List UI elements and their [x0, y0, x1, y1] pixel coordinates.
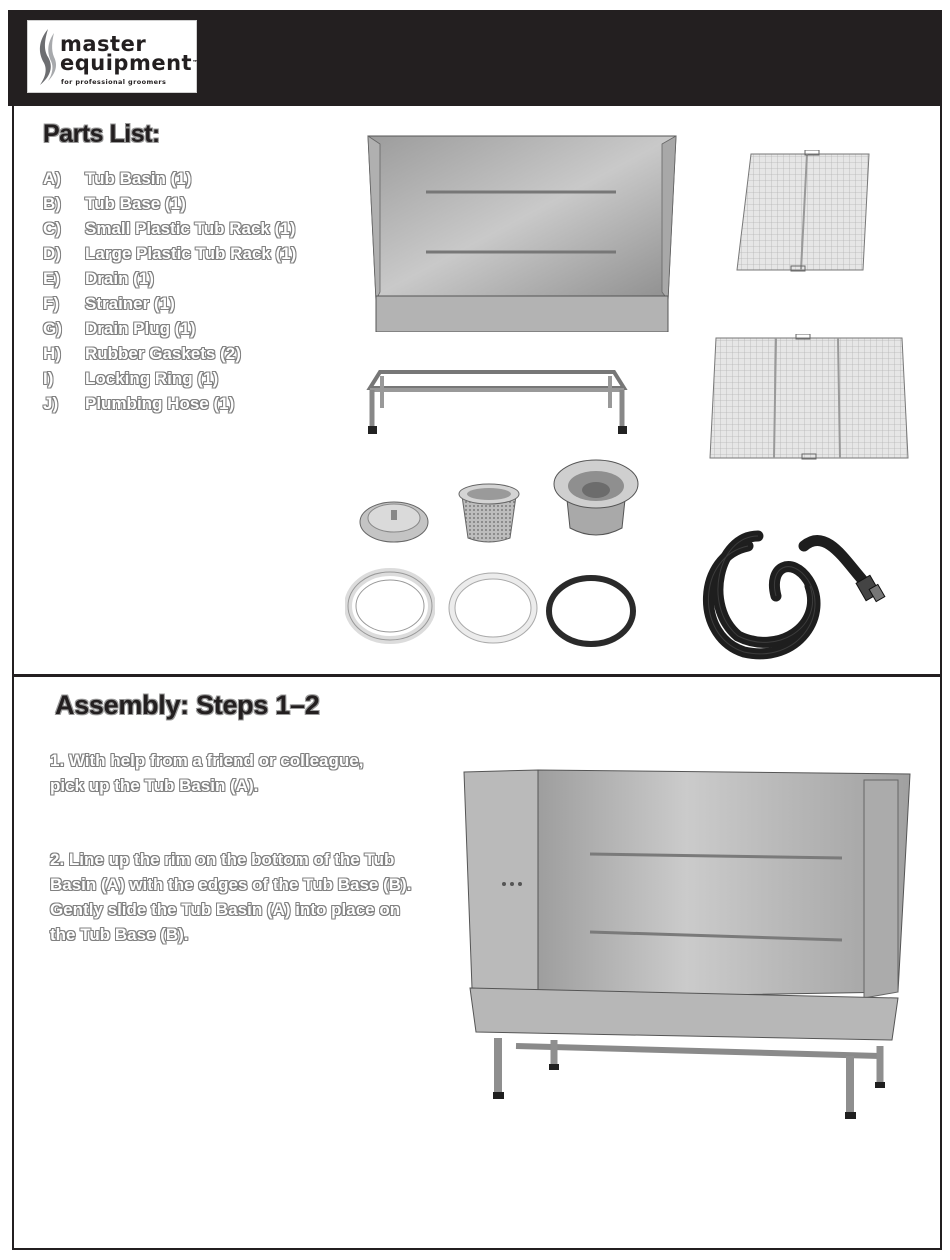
- strainer-image: [456, 480, 522, 546]
- item-label: Tub Base (1): [85, 193, 186, 213]
- brand-name-line2: [60, 52, 200, 74]
- brand-name-word: equipment: [60, 51, 193, 75]
- drain-image: [552, 456, 640, 540]
- flame-logo-icon: [34, 27, 58, 87]
- item-letter: H): [43, 343, 61, 363]
- brand-trademark: ™: [192, 59, 200, 67]
- assembly-step-2: 2. Line up the rim on the bottom of the Tub Basin (A) with the edges of the Tub Base (B). Gently slide the Tub Basin (A) into place on the Tub Base (B).: [50, 850, 412, 944]
- parts-list-heading: Parts List:: [43, 120, 160, 148]
- item-letter: J): [43, 393, 59, 413]
- plumbing-hose-image: [688, 506, 894, 662]
- item-letter: G): [43, 318, 62, 338]
- item-letter: B): [43, 193, 61, 213]
- item-label: Drain (1): [85, 268, 154, 288]
- locking-ring-image: [345, 568, 435, 644]
- parts-list: [43, 166, 296, 416]
- item-letter: E): [43, 268, 60, 288]
- drain-plug-image: [358, 494, 430, 546]
- list-item: [43, 166, 296, 191]
- item-label: Drain Plug (1): [85, 318, 196, 338]
- list-item: [43, 341, 296, 366]
- black-gasket-image: [545, 574, 637, 648]
- item-letter: I): [43, 368, 54, 388]
- assembled-tub-image: [460, 766, 912, 1122]
- item-letter: A): [43, 168, 61, 188]
- brand-tagline: for professional groomers: [61, 78, 167, 86]
- item-label: Plumbing Hose (1): [85, 393, 235, 413]
- assembly-heading: Assembly: Steps 1–2: [55, 690, 320, 720]
- list-item: [43, 266, 296, 291]
- item-label: Locking Ring (1): [85, 368, 219, 388]
- item-label: Rubber Gaskets (2): [85, 343, 241, 363]
- item-label: Small Plastic Tub Rack (1): [85, 218, 296, 238]
- list-item: [43, 291, 296, 316]
- list-item: [43, 191, 296, 216]
- white-gasket-image: [448, 572, 538, 644]
- brand-logo: [27, 20, 200, 93]
- assembly-step-1: 1. With help from a friend or colleague, pick up the Tub Basin (A).: [50, 751, 364, 795]
- tub-base-image: [362, 368, 632, 438]
- tub-basin-image: [366, 132, 678, 332]
- small-tub-rack-image: [735, 150, 871, 275]
- list-item: [43, 366, 296, 391]
- brand-name-line1: master: [60, 32, 147, 56]
- item-label: Tub Basin (1): [85, 168, 192, 188]
- list-item: [43, 391, 296, 416]
- list-item: [43, 241, 296, 266]
- large-tub-rack-image: [708, 334, 910, 462]
- list-item: [43, 316, 296, 341]
- item-letter: F): [43, 293, 60, 313]
- item-letter: D): [43, 243, 61, 263]
- item-letter: C): [43, 218, 61, 238]
- item-label: Large Plastic Tub Rack (1): [85, 243, 297, 263]
- item-label: Strainer (1): [85, 293, 175, 313]
- list-item: [43, 216, 296, 241]
